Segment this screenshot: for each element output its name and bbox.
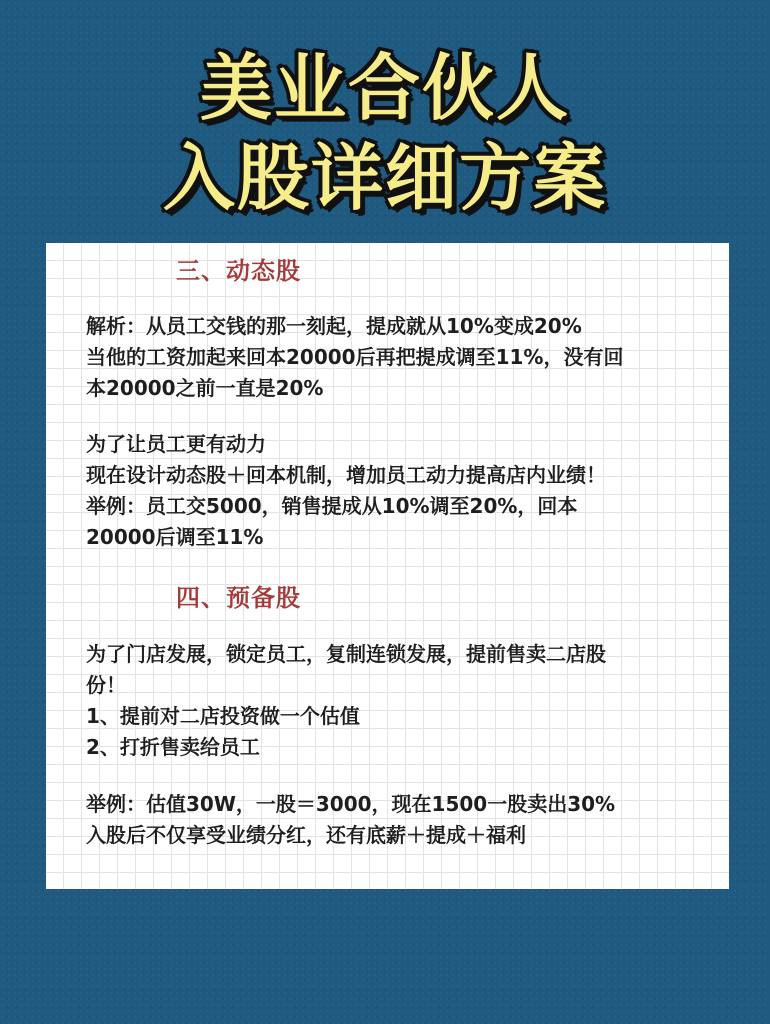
motivation-line: 现在设计动态股＋回本机制，增加员工动力提高店内业绩！: [86, 463, 606, 487]
content-card: [46, 243, 729, 889]
section-3-analysis: [86, 311, 716, 404]
intro-line: 为了门店发展，锁定员工，复制连锁发展，提前售卖二店股: [86, 642, 606, 666]
example-line: 举例：估值30W，一股＝3000，现在1500一股卖出30%: [86, 792, 616, 816]
section-4-example: [86, 789, 716, 851]
analysis-line: 当他的工资加起来回本20000后再把提成调至11%，没有回: [86, 345, 624, 369]
analysis-line: 本20000之前一直是20%: [86, 376, 324, 400]
title-line-1: 美业合伙人: [199, 46, 570, 130]
section-3-heading: 三、动态股: [176, 257, 301, 285]
intro-line: 1、提前对二店投资做一个估值: [86, 704, 360, 728]
section-4-heading: 四、预备股: [176, 584, 301, 612]
analysis-line: 解析：从员工交钱的那一刻起，提成就从10%变成20%: [86, 314, 582, 338]
title-line-2: 入股详细方案: [162, 136, 607, 220]
example-line: 入股后不仅享受业绩分红，还有底薪＋提成＋福利: [86, 823, 526, 847]
section-4-intro: [86, 639, 716, 763]
motivation-line: 举例：员工交5000，销售提成从10%调至20%，回本: [86, 494, 578, 518]
section-3-motivation: [86, 429, 716, 553]
intro-line: 份！: [86, 673, 126, 697]
motivation-line: 为了让员工更有动力: [86, 432, 266, 456]
motivation-line: 20000后调至11%: [86, 525, 264, 549]
intro-line: 2、打折售卖给员工: [86, 735, 260, 759]
